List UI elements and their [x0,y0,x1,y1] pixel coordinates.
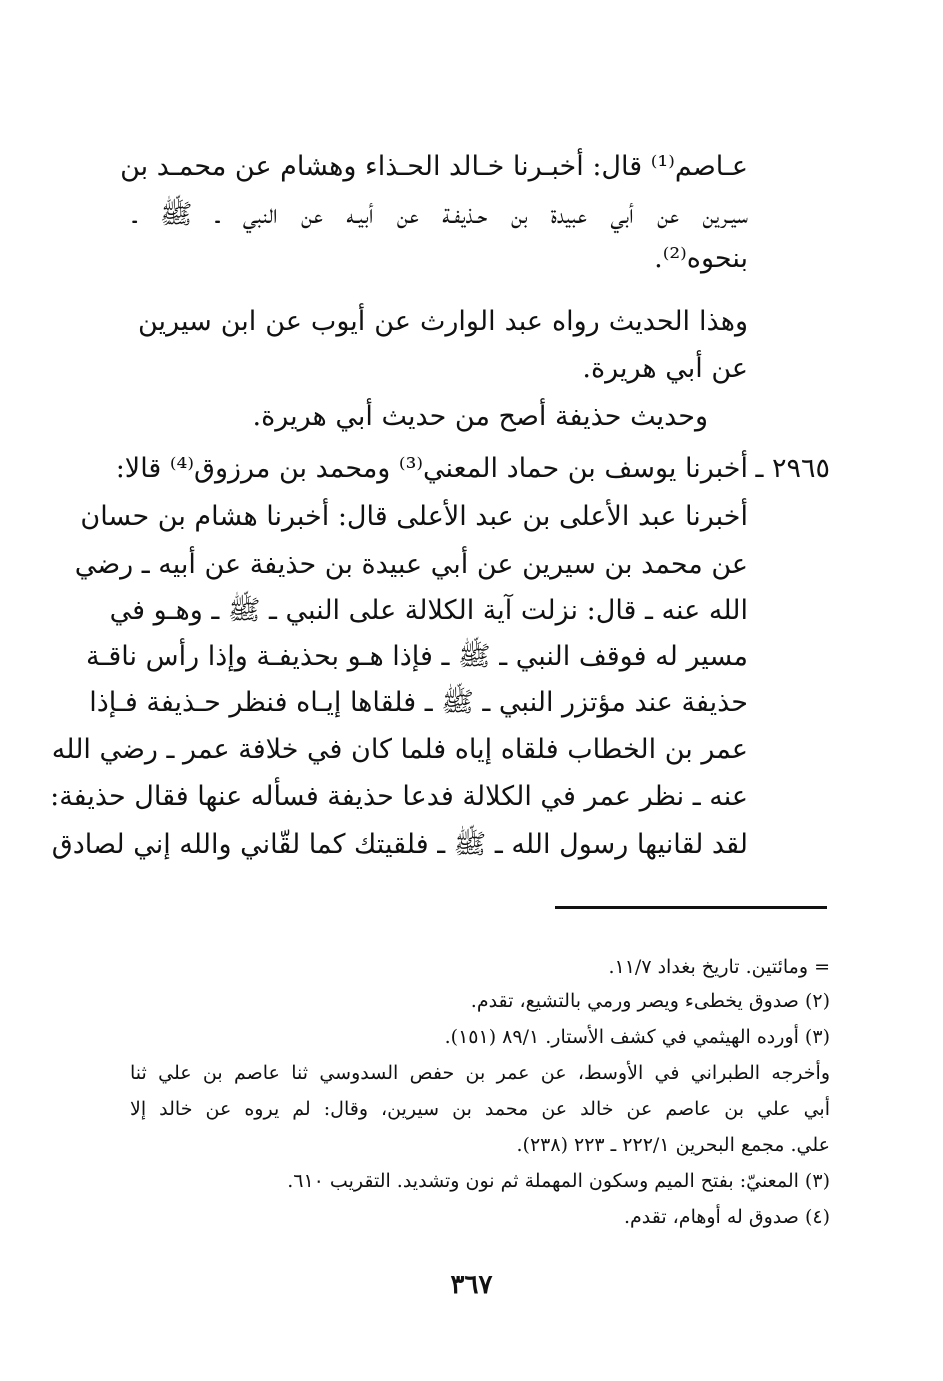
hadith-line: أخبرنا عبد الأعلى بن عبد الأعلى قال: أخبرنا هشام بن حسان [80,501,748,532]
footnote-line: أبي علي بن عاصم عن خالد عن محمد بن سيرين، وقال: لم يروه عن خالد إلا [130,1098,830,1120]
body-line: عن أبي هريرة. [582,353,748,384]
body-line: وحديث حذيفة أصح من حديث أبي هريرة. [252,401,708,432]
body-line: وهذا الحديث رواه عبد الوارث عن أيوب عن ابن سيرين [138,306,748,337]
footnote-line: (٢) صدوق يخطىء ويصر ورمي بالتشيع، تقدم. [470,990,830,1012]
footnote-line: (٣) أورده الهيثمي في كشف الأستار. ٨٩/١ (١٥١). [444,1026,830,1048]
hadith-line: لقد لقانيها رسول الله ـ ﷺ ـ فلقيتك كما لقّاني والله إني لصادق [51,829,748,860]
hadith-line: عمر بن الخطاب فلقاه إياه فلما كان في خلافة عمر ـ رضي الله [51,734,748,765]
hadith-first-line: أخبرنا يوسف بن حماد المعني⁽³⁾ ومحمد بن مرزوق⁽⁴⁾ قالا: [115,453,748,484]
hadith-line: مسير له فوقف النبي ـ ﷺ ـ فإذا هـو بحذيفـة وإذا رأس ناقـة [86,641,748,672]
body-line: بنحوه⁽²⁾. [654,243,748,274]
footnote-line: علي. مجمع البحرين ٢٢٢/١ ـ ٢٢٣ (٢٣٨). [516,1134,830,1156]
body-line: سيـرين عن أبي عبيدة بن حـذيفـة عن أبيـه عن النبي ـ ﷺ ـ [133,199,748,230]
hadith-number: ٢٩٦٥ ـ [755,453,830,484]
footnote-line: (٣) المعنيّ: بفتح الميم وسكون المهملة ثم نون وتشديد. التقريب ٦١٠. [287,1170,830,1192]
footnote-line: = ومائتين. تاريخ بغداد ١١/٧. [608,956,830,978]
body-line: عـاصم⁽¹⁾ قال: أخبـرنا خـالد الحـذاء وهشام عن محمـد بن [120,151,748,182]
hadith-line: عنه ـ نظر عمر في الكلالة فدعا حذيفة فسأله عنها فقال حذيفة: [50,781,748,812]
hadith-line: الله عنه ـ قال: نزلت آية الكلالة على النبي ـ ﷺ ـ وهـو في [109,595,748,626]
footnote-line: (٤) صدوق له أوهام، تقدم. [623,1206,830,1228]
page-number: ٣٦٧ [450,1270,493,1300]
hadith-line: عن محمد بن سيرين عن أبي عبيدة بن حذيفة عن أبيه ـ رضي [74,549,748,580]
footnote-line: وأخرجه الطبراني في الأوسط، عن عمر بن حفص السدوسي ثنا عاصم بن علي ثنا [130,1062,830,1084]
footnote-separator [555,906,827,909]
hadith-line: حذيفة عند مؤتزر النبي ـ ﷺ ـ فلقاها إيـاه فنظر حـذيفة فـإذا [89,687,748,718]
